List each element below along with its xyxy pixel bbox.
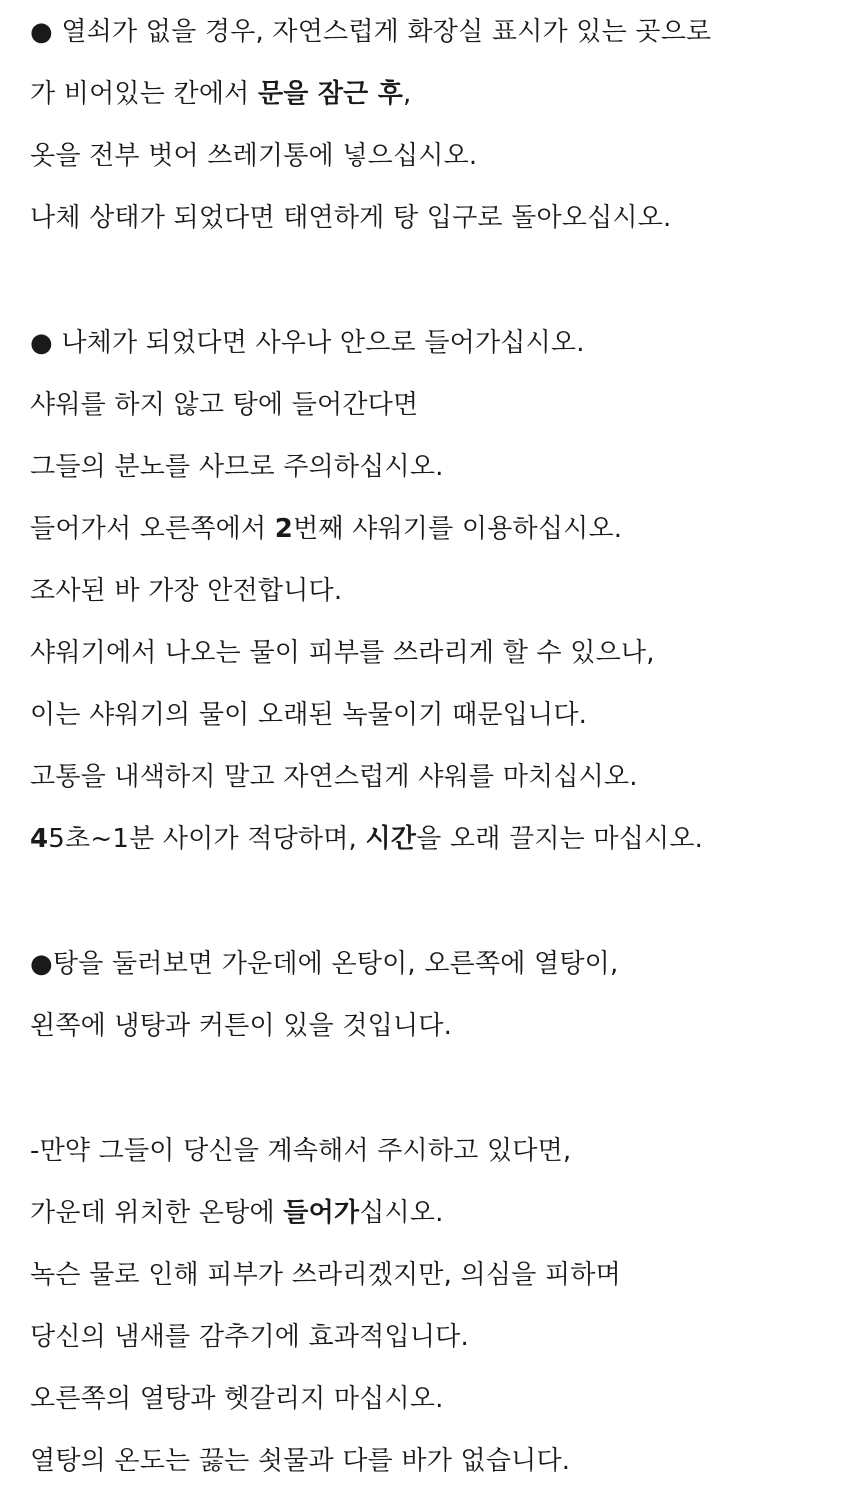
text-line [30, 11, 840, 73]
text-segment: 샤워를 하지 않고 탕에 들어간다면 [30, 390, 419, 420]
text-segment: 들어가서 오른쪽에서 [30, 514, 275, 544]
paragraph [30, 943, 840, 1067]
text-segment: 을 오래 끌지는 마십시오. [416, 824, 704, 854]
text-segment: 가 비어있는 칸에서 [30, 79, 258, 109]
text-line [30, 943, 840, 1005]
text-segment: ●탕을 둘러보면 가운데에 온탕이, 오른쪽에 열탕이, [30, 949, 619, 979]
text-segment: 그들의 분노를 사므로 주의하십시오. [30, 452, 444, 482]
text-segment: 녹슨 물로 인해 피부가 쓰라리겠지만, 의심을 피하며 [30, 1260, 621, 1290]
text-segment: -만약 그들이 당신을 계속해서 주시하고 있다면, [30, 1136, 572, 1166]
bold-text: 시간 [365, 824, 417, 854]
text-line [30, 818, 840, 880]
text-line [30, 384, 840, 446]
text-line [30, 1316, 840, 1378]
text-segment: ● 나체가 되었다면 사우나 안으로 들어가십시오. [30, 328, 585, 358]
text-line [30, 1378, 840, 1440]
bold-text: 4 [30, 824, 49, 854]
text-segment: 조사된 바 가장 안전합니다. [30, 576, 343, 606]
bold-text: 문을 잠근 후 [257, 79, 404, 109]
text-line [30, 756, 840, 818]
text-line [30, 322, 840, 384]
text-line [30, 632, 840, 694]
bold-text: 2 [274, 514, 294, 544]
document-body [30, 11, 840, 1502]
text-segment: 당신의 냄새를 감추기에 효과적입니다. [30, 1322, 469, 1352]
text-segment: 오른쪽의 열탕과 헷갈리지 마십시오. [30, 1384, 444, 1414]
text-segment: 옷을 전부 벗어 쓰레기통에 넣으십시오. [30, 141, 478, 171]
text-line [30, 1440, 840, 1502]
text-line [30, 1130, 840, 1192]
text-line [30, 694, 840, 756]
paragraph-spacer [30, 1067, 840, 1130]
text-line [30, 1192, 840, 1254]
text-line [30, 508, 840, 570]
text-line [30, 135, 840, 197]
text-segment: 샤워기에서 나오는 물이 피부를 쓰라리게 할 수 있으나, [30, 638, 655, 668]
text-segment: 십시오. [359, 1198, 444, 1228]
text-line [30, 570, 840, 632]
text-line [30, 446, 840, 508]
text-line [30, 197, 840, 259]
text-segment: 열탕의 온도는 끓는 쇳물과 다를 바가 없습니다. [30, 1446, 571, 1476]
paragraph-spacer [30, 880, 840, 943]
text-segment: 나체 상태가 되었다면 태연하게 탕 입구로 돌아오십시오. [30, 203, 672, 233]
text-line [30, 73, 840, 135]
paragraph [30, 1130, 840, 1502]
text-segment: , [403, 79, 412, 109]
paragraph [30, 322, 840, 880]
paragraph [30, 11, 840, 259]
paragraph-spacer [30, 259, 840, 322]
bold-text: 들어가 [283, 1198, 360, 1228]
text-segment: ● 열쇠가 없을 경우, 자연스럽게 화장실 표시가 있는 곳으로 [30, 17, 712, 47]
text-segment: 5초~1분 사이가 적당하며, [48, 824, 366, 854]
text-line [30, 1005, 840, 1067]
text-segment: 왼쪽에 냉탕과 커튼이 있을 것입니다. [30, 1011, 453, 1041]
text-segment: 고통을 내색하지 말고 자연스럽게 샤워를 마치십시오. [30, 762, 638, 792]
text-segment: 이는 샤워기의 물이 오래된 녹물이기 때문입니다. [30, 700, 588, 730]
text-line [30, 1254, 840, 1316]
text-segment: 가운데 위치한 온탕에 [30, 1198, 284, 1228]
text-segment: 번째 샤워기를 이용하십시오. [293, 514, 623, 544]
